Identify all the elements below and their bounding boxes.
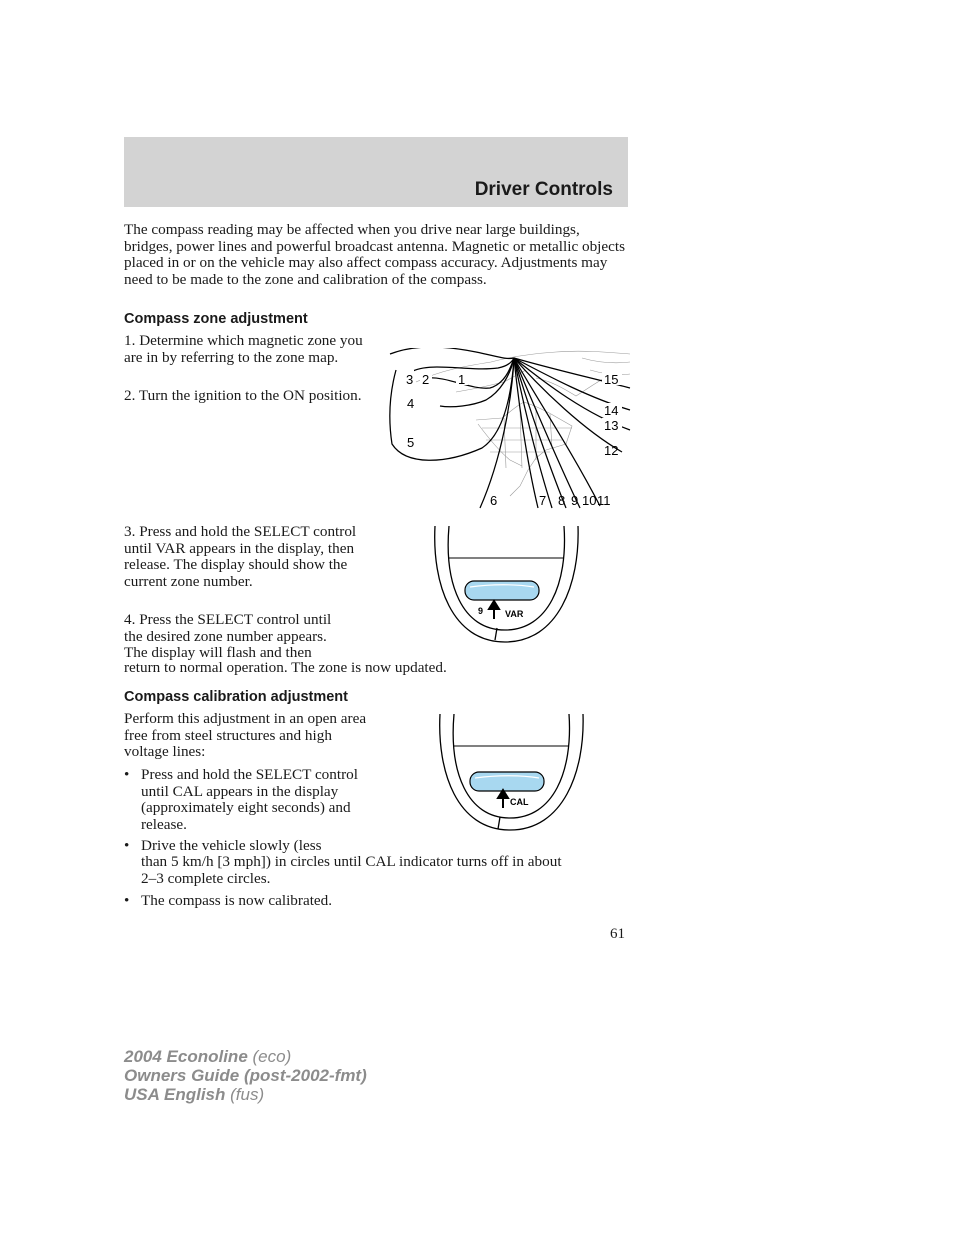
zone-label-8: 8 [558,493,566,508]
zone-step-4-line-3: The display will flash and then [124,644,312,661]
footer [124,1047,367,1104]
zone-label-15: 15 [604,372,619,387]
var-zone-number: 9 [478,606,484,616]
zone-label-11: 11 [597,493,611,508]
zone-step-2: 2. Turn the ignition to the ON position. [124,387,362,404]
zone-label-13: 13 [604,418,619,433]
zone-label-10: 10 [582,493,597,508]
header-band [124,137,628,207]
zone-step-4-line-1: 4. Press the SELECT control until [124,611,332,628]
zone-step-4-line-4: return to normal operation. The zone is now updated. [124,659,447,676]
zone-label-2: 2 [422,372,430,387]
page-number: 61 [610,926,625,942]
footer-line-1: 2004 Econoline (eco) [124,1047,292,1066]
arrow-up-icon [498,790,508,808]
zone-label-3: 3 [406,372,414,387]
zone-step-1: 1. Determine which magnetic zone you are in by referring to the zone map. [124,332,363,366]
zone-step-4-line-2: the desired zone number appears. [124,628,327,645]
zone-label-7: 7 [539,493,547,508]
zone-label-1: 1 [458,372,466,387]
zone-label-14: 14 [604,403,619,418]
footer-line-3: USA English (fus) [124,1085,265,1104]
zone-label-5: 5 [407,435,415,450]
intro-paragraph: The compass reading may be affected when you drive near large buildings, bridges, power lines and powerful broadcast antenna. Magnetic or metallic objects placed in or on the vehicle may also affect compass accuracy. Adjustments may need to be made to the zone and calibration of the compass. [124,221,626,288]
page-title: Driver Controls [474,179,613,200]
select-control-button[interactable] [470,772,544,791]
cal-label: CAL [510,797,529,807]
zone-label-9: 9 [571,493,579,508]
calibration-intro: Perform this adjustment in an open area free from steel structures and high voltage lines: [124,710,367,761]
zone-heading: Compass zone adjustment [124,311,308,327]
zone-map [386,348,632,510]
var-label: VAR [505,609,524,619]
select-control-button[interactable] [465,581,539,600]
var-mirror-display [432,524,582,646]
zone-label-6: 6 [490,493,498,508]
zone-label-4: 4 [407,396,415,411]
zone-step-3: 3. Press and hold the SELECT control until VAR appears in the display, then release. The display should show the current zone number. [124,523,357,590]
calibration-heading: Compass calibration adjustment [124,689,348,705]
zone-label-12: 12 [604,443,619,458]
footer-line-2: Owners Guide (post-2002-fmt) [124,1066,367,1085]
cal-mirror-display [437,712,587,834]
arrow-up-icon [489,601,499,619]
